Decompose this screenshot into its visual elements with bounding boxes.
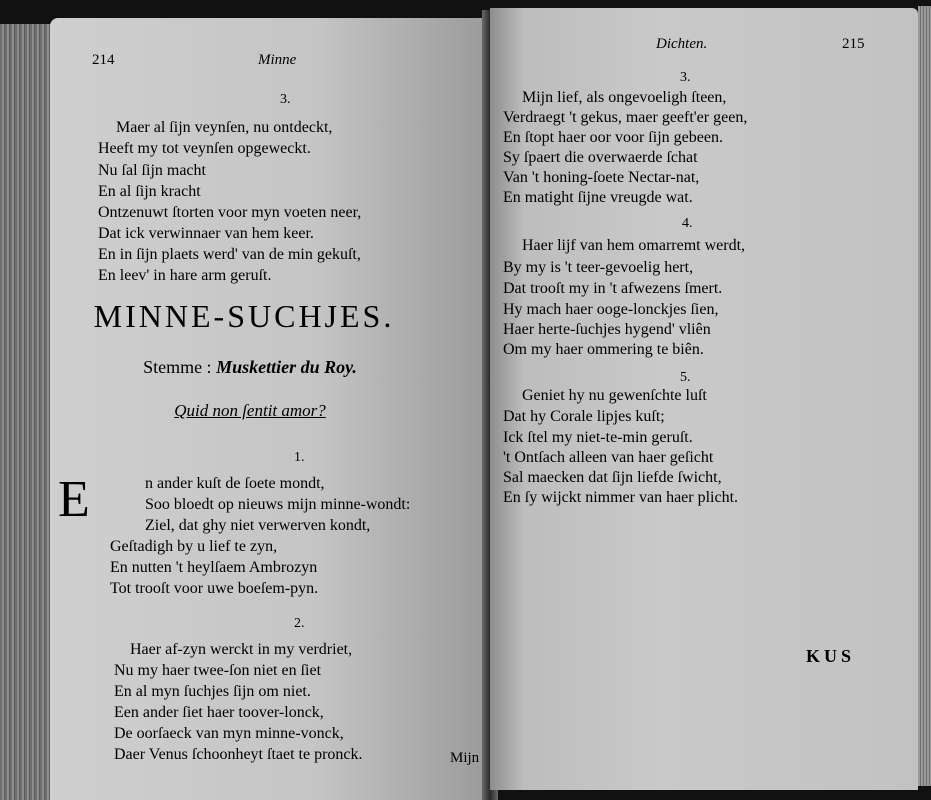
page-number-left: 214 (92, 52, 115, 68)
verse-line: Van 't honing-ſoete Nectar-nat, (503, 169, 700, 186)
verse-line: Haer lijf van hem omarremt werdt, (522, 237, 746, 254)
verse-line: Mijn lief, als ongevoeligh ſteen, (522, 89, 727, 106)
verse-line: En nutten 't heylſaem Ambrozyn (110, 559, 318, 576)
page-number-right: 215 (842, 36, 865, 52)
verse-line: En al myn ſuchjes ſijn om niet. (114, 683, 311, 700)
verse-line: By my is 't teer-gevoelig hert, (503, 259, 694, 276)
running-head-right: Dichten. (656, 36, 708, 52)
verse-line: Ontzenuwt ſtorten voor myn voeten neer, (98, 204, 362, 221)
verse-line: 't Ontſach alleen van haer geſicht (503, 449, 714, 466)
verse-line: Maer al ſijn veynſen, nu ontdeckt, (116, 119, 333, 136)
verse-line: En ſtopt haer oor voor ſijn gebeen. (503, 129, 723, 146)
verse-line: Dat trooſt my in 't afwezens ſmert. (503, 280, 723, 297)
tune-indication (60, 357, 440, 378)
verse-line: De oorſaeck van myn minne-vonck, (114, 725, 344, 742)
stanza-number: 2. (294, 616, 305, 631)
verse-line: Haer herte-ſuchjes hygend' vliên (503, 321, 711, 338)
verse-line: Nu ſal ſijn macht (98, 162, 206, 179)
verse-line: Hy mach haer ooge-lonckjes ſien, (503, 301, 719, 318)
verse-line: Soo bloedt op nieuws mijn minne-wondt: (145, 496, 411, 513)
verse-line: Tot trooſt voor uwe boeſem-pyn. (110, 580, 319, 597)
stanza-number: 4. (682, 216, 693, 231)
motto: Quid non ſentit amor? (174, 401, 326, 420)
verse-line: Dat ick verwinnaer van hem keer. (98, 225, 314, 242)
catchword-left: Mijn (450, 750, 480, 766)
verse-line: Om my haer ommering te biên. (503, 341, 704, 358)
verse-line: En al ſijn kracht (98, 183, 201, 200)
drop-cap: E (58, 471, 90, 528)
tune-name: Muskettier du Roy. (216, 357, 357, 377)
stanza-number: 5. (680, 370, 691, 385)
verse-line: Sy ſpaert die overwaerde ſchat (503, 149, 698, 166)
tune-label: Stemme : (143, 357, 212, 377)
verse-line: Een ander ſiet haer toover-lonck, (114, 704, 324, 721)
verse-line: Sal maecken dat ſijn liefde ſwicht, (503, 469, 722, 486)
page-edges-right (918, 6, 931, 786)
verse-line: n ander kuſt de ſoete mondt, (145, 475, 325, 492)
stanza-number: 3. (680, 70, 691, 85)
running-head-left: Minne (258, 52, 297, 68)
verse-line: Haer af-zyn werckt in my verdriet, (130, 641, 353, 658)
verse-line: Verdraegt 't gekus, maer geeft'er geen, (503, 109, 748, 126)
verse-line: En in ſijn plaets werd' van de min gekuſt, (98, 246, 361, 263)
stanza-number: 1. (294, 450, 305, 465)
verse-line: Dat hy Corale lipjes kuſt; (503, 408, 665, 425)
verse-line: En matight ſijne vreugde wat. (503, 189, 693, 206)
verse-line: Ick ſtel my niet-te-min geruſt. (503, 429, 693, 446)
verse-line: En leev' in hare arm geruſt. (98, 267, 272, 284)
verse-line: En ſy wijckt nimmer van haer plicht. (503, 489, 739, 506)
verse-line: Daer Venus ſchoonheyt ſtaet te pronck. (114, 746, 363, 763)
catchword-right: KUS (806, 646, 856, 666)
verse-line: Geniet hy nu gewenſchte luſt (522, 387, 707, 404)
verse-line: Heeft my tot veynſen opgeweckt. (98, 140, 311, 157)
verse-line: Geſtadigh by u lief te zyn, (110, 538, 278, 555)
stanza-number: 3. (280, 92, 291, 107)
poem-title: MINNE-SUCHJES. (93, 298, 395, 334)
verse-line: Nu my haer twee-ſon niet en ſiet (114, 662, 322, 679)
verse-line: Ziel, dat ghy niet verwerven kondt, (145, 517, 371, 534)
